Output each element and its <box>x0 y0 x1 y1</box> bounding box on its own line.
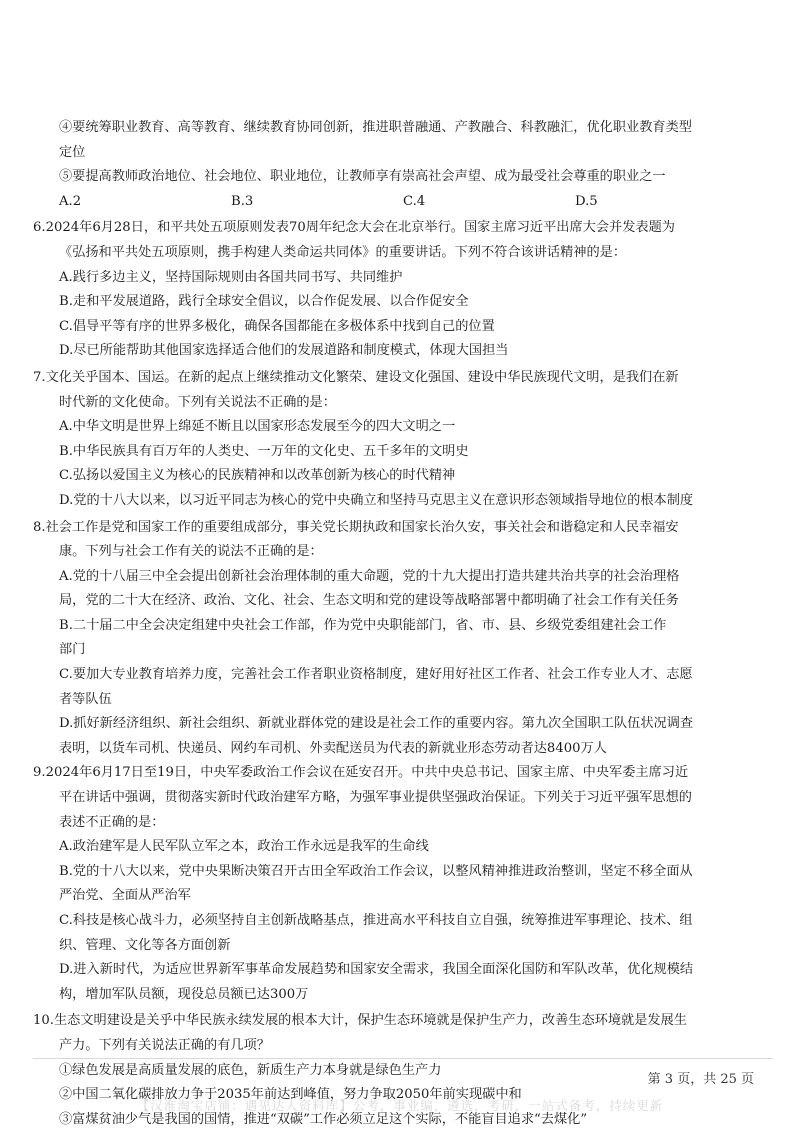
q5-item-5: ⑤要提高教师政治地位、社会地位、职业地位，让教师享有崇高社会声望、成为最受社会尊重的职业之一 <box>59 169 666 185</box>
q9-option-c-cont: 织、管理、文化等各方面创新 <box>59 937 231 953</box>
q6-option-b: B.走和平发展道路，践行全球安全倡议，以合作促发展、以合作促安全 <box>59 294 469 310</box>
q8-option-b: B.二十届二中全会决定组建中央社会工作部，作为党中央职能部门，省、市、县、乡级党委组建社会工作 <box>59 617 667 633</box>
q9-option-c: C.科技是核心战斗力，必须坚持自主创新战略基点，推进高水平科技自立自强，统筹推进军事理论、技术、组 <box>59 913 693 928</box>
q8-option-c-cont: 者等队伍 <box>59 691 112 707</box>
q8-stem-cont: 康。下列与社会工作有关的说法不正确的是： <box>59 544 323 560</box>
q9-stem: 9.2024年6月17日至19日，中央军委政治工作会议在延安召开。中共中央总书记、国家主席、中央军委主席习近 <box>33 765 689 781</box>
q9-option-a: A.政治建军是人民军队立军之本，政治工作永远是我军的生命线 <box>59 839 429 855</box>
q6-stem-cont: 《弘扬和平共处五项原则，携手构建人类命运共同体》的重要讲话。下列不符合该讲话精神的是： <box>59 244 627 260</box>
q5-item-4-cont: 定位 <box>59 144 86 160</box>
q9-option-b: B.党的十八大以来，党中央果断决策召开古田全军政治工作会议，以整风精神推进政治整训，坚定不移全面从 <box>59 863 693 879</box>
q8-option-a-cont: 局，党的二十大在经济、政治、文化、社会、生态文明和党的建设等战略部署中都明确了社会工作有关任务 <box>59 593 679 609</box>
q7-option-c: C.弘扬以爱国主义为核心的民族精神和以改革创新为核心的时代精神 <box>59 468 456 484</box>
footer-divider <box>33 1058 773 1059</box>
q6-option-d: D.尽已所能帮助其他国家选择适合他们的发展道路和制度模式，体现大国担当 <box>59 343 509 359</box>
q8-option-d: D.抓好新经济组织、新社会组织、新就业群体党的建设是社会工作的重要内容。第九次全国职工队伍状况调查 <box>59 716 694 732</box>
page-number: 第 3 页，共 25 页 <box>647 1072 754 1087</box>
q5-item-4: ④要统筹职业教育、高等教育、继续教育协同创新，推进职普融通、产教融合、科教融汇，优化职业教育类型 <box>59 120 692 135</box>
q6-stem: 6.2024年6月28日，和平共处五项原则发表70周年纪念大会在北京举行。国家主席习近平出席大会并发表题为 <box>33 220 675 236</box>
watermark-text: 【汉淮淘宝店铺：遇见达人资料库】公考，事业编，遴选，考研，一站式备考，持续更新 <box>136 1098 664 1113</box>
q5-choices <box>33 190 773 215</box>
q10-item-3: ③富煤贫油少气是我国的国情，推进“双碳”工作必须立足这个实际，不能盲目追求“去煤化” <box>59 1111 588 1127</box>
q9-option-b-cont: 严治党、全面从严治军 <box>59 888 191 904</box>
q7-option-b: B.中华民族具有百万年的人类史、一万年的文化史、五千多年的文明史 <box>59 443 469 459</box>
q5-choice-b: B.3 <box>231 193 254 209</box>
q7-stem: 7.文化关乎国本、国运。在新的起点上继续推动文化繁荣、建设文化强国、建设中华民族现代文明，是我们在新 <box>33 369 679 385</box>
q7-stem-cont: 时代新的文化使命。下列有关说法不正确的是： <box>59 394 336 410</box>
q6-option-c: C.倡导平等有序的世界多极化，确保各国都能在多极体系中找到自己的位置 <box>59 318 495 334</box>
q9-stem-cont-1: 平在讲话中强调，贯彻落实新时代政治建军方略，为强军事业提供坚强政治保证。下列关于习近平强军思想的 <box>59 790 692 806</box>
q9-option-d-cont: 构，增加军队员额，现役总员额已达300万 <box>59 986 309 1002</box>
q5-choice-d: D.5 <box>575 193 598 209</box>
q10-stem-cont: 产力。下列有关说法正确的有几项？ <box>59 1037 270 1053</box>
q8-option-b-cont: 部门 <box>59 642 86 658</box>
q9-stem-cont-2: 表述不正确的是： <box>59 814 165 830</box>
q5-choice-a: A.2 <box>59 193 82 209</box>
q7-option-a: A.中华文明是世界上绵延不断且以国家形态发展至今的四大文明之一 <box>59 419 456 435</box>
q10-item-2: ②中国二氧化碳排放力争于2035年前达到峰值，努力争取2050年前实现碳中和 <box>59 1087 522 1103</box>
q8-option-d-cont: 表明，以货车司机、快递员、网约车司机、外卖配送员为代表的新就业形态劳动者达8400万人 <box>59 740 607 756</box>
q8-stem: 8.社会工作是党和国家工作的重要组成部分，事关党长期执政和国家长治久安，事关社会和谐稳定和人民幸福安 <box>33 519 679 535</box>
q6-option-a: A.践行多边主义，坚持国际规则由各国共同书写、共同维护 <box>59 269 403 285</box>
q9-option-d: D.进入新时代，为适应世界新军事革命发展趋势和国家安全需求，我国全面深化国防和军队改革，优化规模结 <box>59 962 694 978</box>
q8-option-a: A.党的十八届三中全会提出创新社会治理体制的重大命题，党的十九大提出打造共建共治共享的社会治理格 <box>59 568 680 584</box>
q7-option-d: D.党的十八大以来，以习近平同志为核心的党中央确立和坚持马克思主义在意识形态领域指导地位的根本制度 <box>59 492 694 508</box>
exam-content <box>33 116 773 1132</box>
q10-item-1: ①绿色发展是高质量发展的底色，新质生产力本身就是绿色生产力 <box>59 1062 442 1078</box>
q5-choice-c: C.4 <box>403 193 426 209</box>
q8-option-c: C.要加大专业教育培养力度，完善社会工作者职业资格制度，建好用好社区工作者、社会工作专业人才、志愿 <box>59 667 693 683</box>
q10-stem: 10.生态文明建设是关乎中华民族永续发展的根本大计，保护生态环境就是保护生产力，改善生态环境就是发展生 <box>33 1013 687 1029</box>
